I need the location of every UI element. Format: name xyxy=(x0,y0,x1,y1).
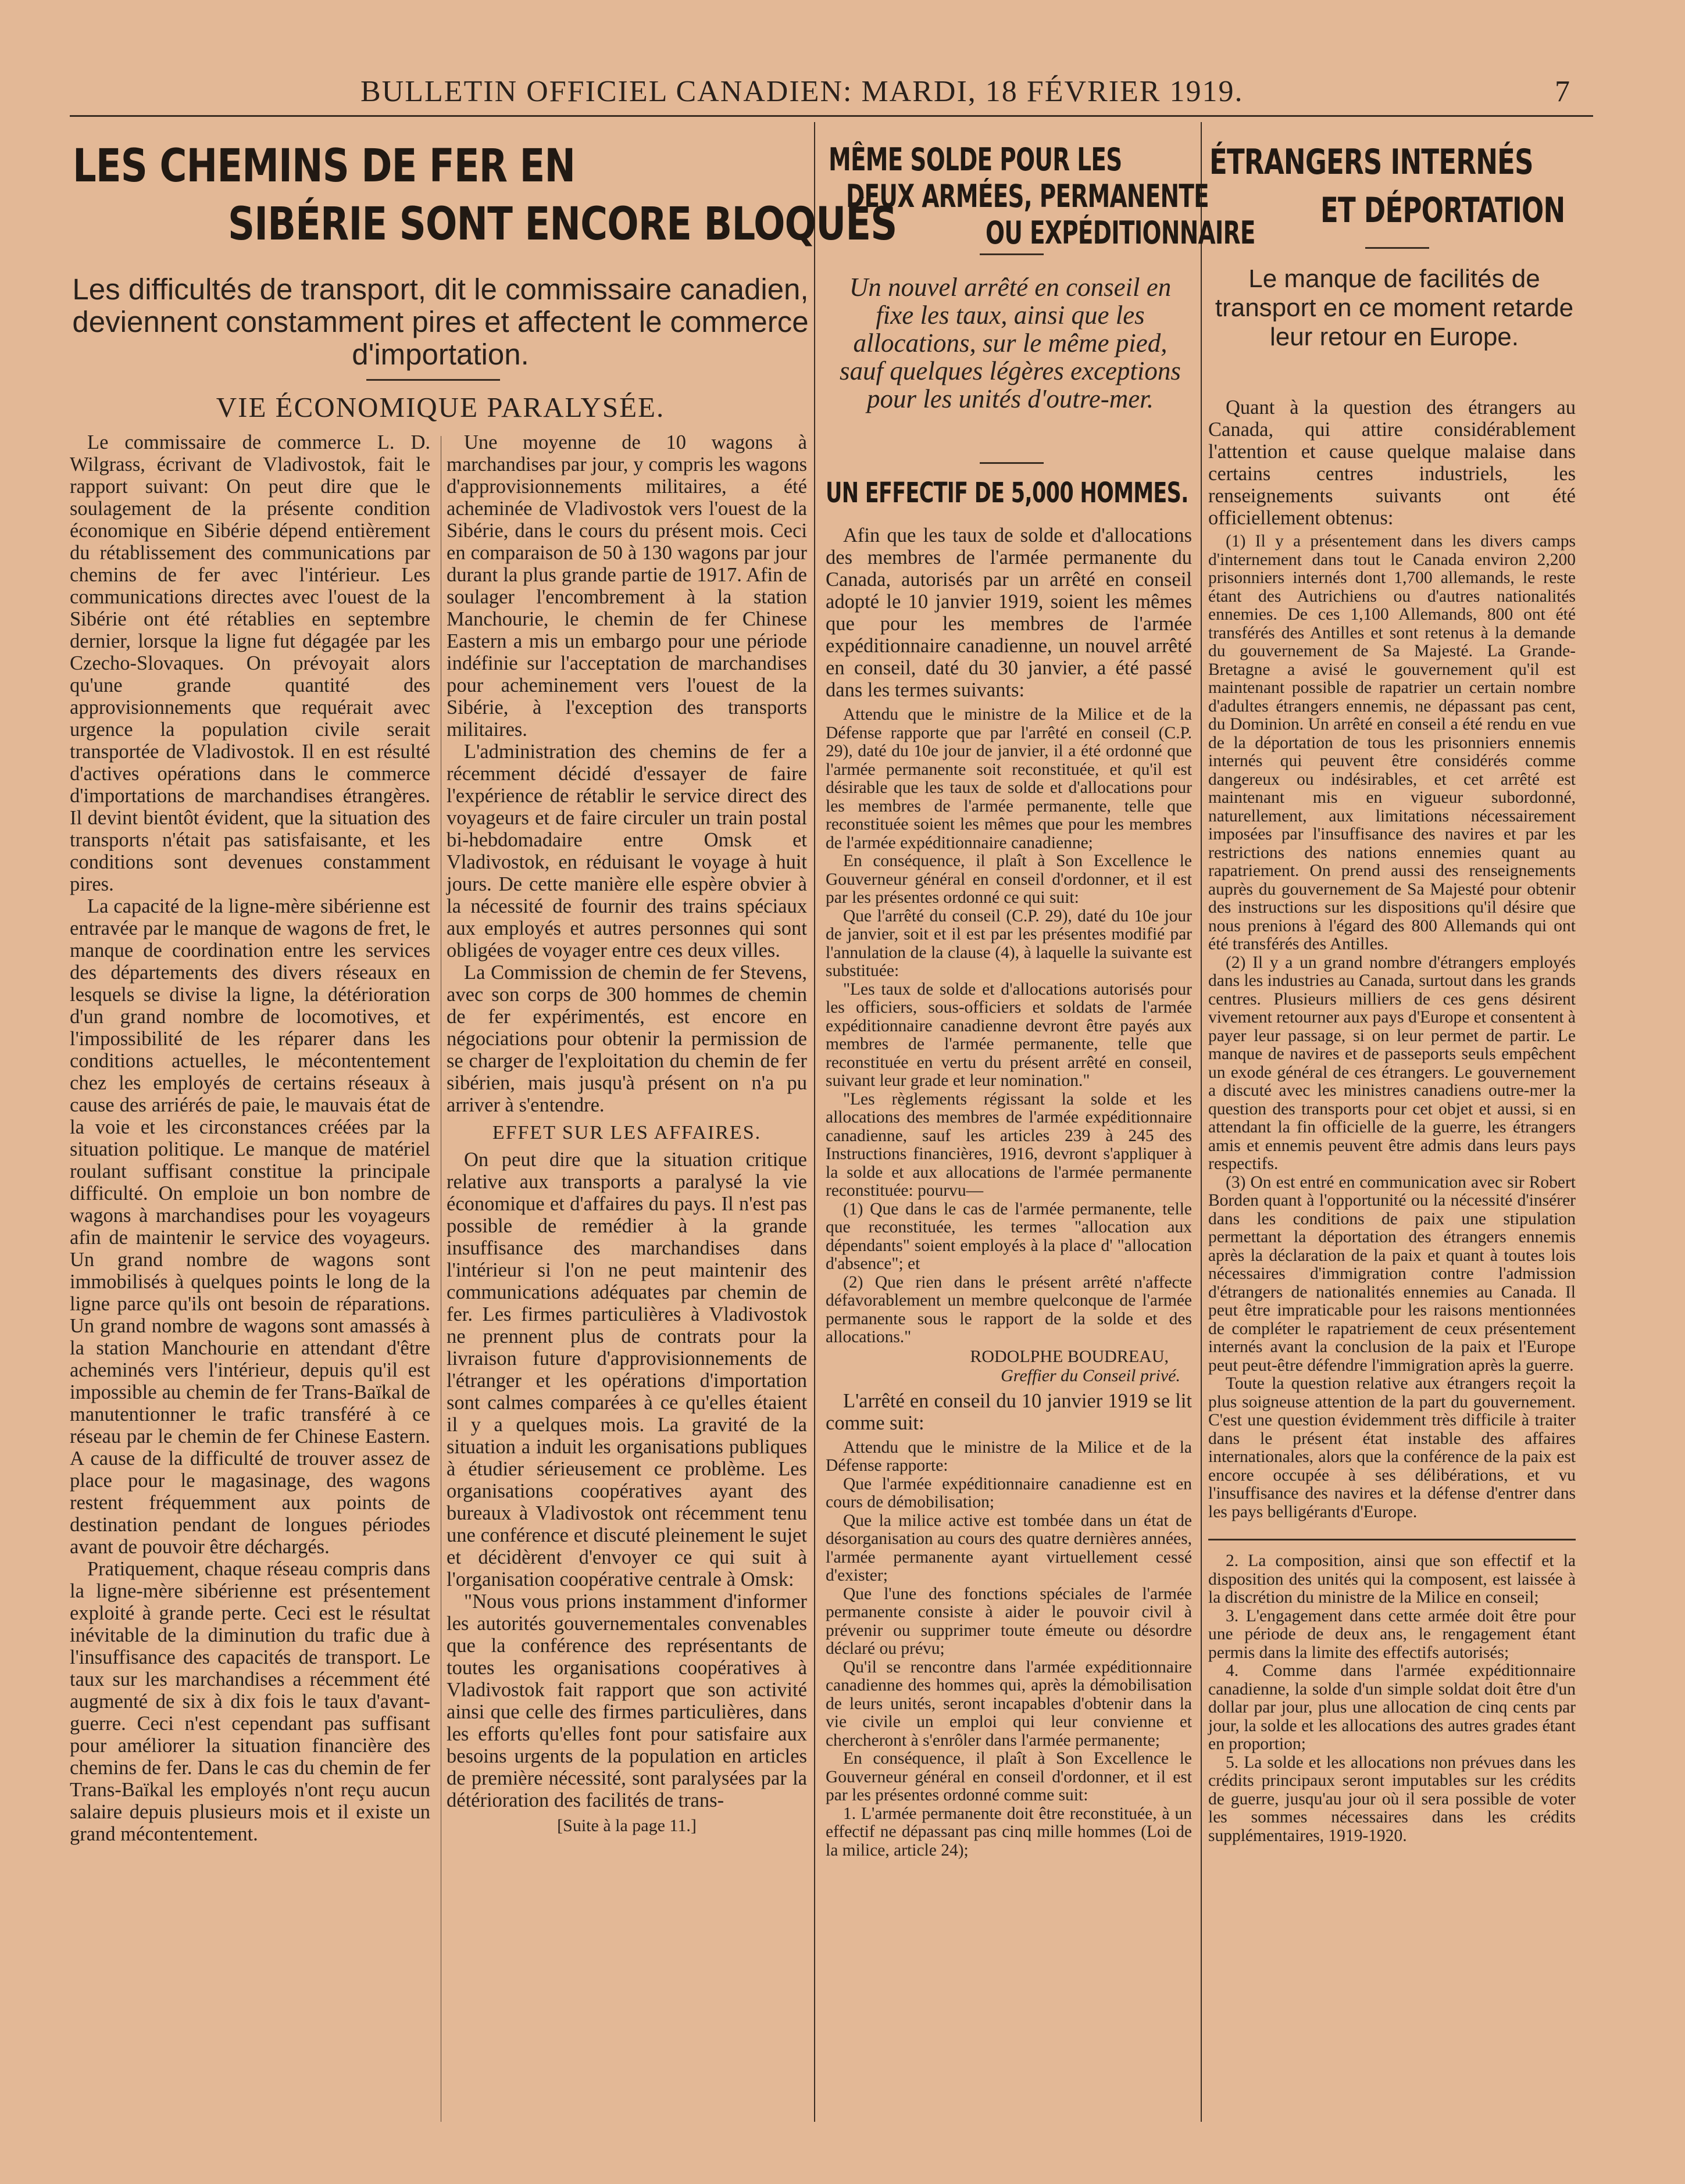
column-divider xyxy=(814,122,815,2122)
rule xyxy=(1365,247,1429,249)
order-text xyxy=(826,706,1192,1347)
paragraph: La Commission de chemin de fer Stevens, avec son corps de 300 hommes de chemin de fer expérimentés, est encore en négociations pour obtenir la permission de se charger de l'exploitation du chemin de fer sibérien, mais jusqu'à présent on n'a pu arriver à s'entendre. xyxy=(447,961,807,1116)
paragraph: (1) Que dans le cas de l'armée permanente, telle que reconstituée, les termes "allocation aux dépendants" soient employés à la place d' "allocation d'absence"; et xyxy=(826,1199,1192,1273)
order-text xyxy=(826,1439,1192,1860)
column-divider xyxy=(1201,122,1202,2122)
paragraph: 2. La composition, ainsi que son effectif et la disposition des unités qui la composent, est laissée à la discrétion du ministre de la Milice en conseil; xyxy=(1208,1552,1576,1607)
section-rule xyxy=(1208,1539,1576,1540)
paragraph: Quant à la question des étrangers au Canada, qui attire considérablement l'attention et cause quelque malaise dans certains centres industriels, les renseignements suivants ont été officiellement obtenus: xyxy=(1208,396,1576,529)
paragraph: Que la milice active est tombée dans un état de désorganisation au cours des quatre dernières années, l'armée permanente ayant virtuellement cessé d'exister; xyxy=(826,1511,1192,1585)
paragraph: En conséquence, il plaît à Son Excellence le Gouverneur général en conseil d'ordonner, et il est par les présentes ordonné comme suit: xyxy=(826,1749,1192,1804)
paragraph: Toute la question relative aux étrangers reçoit la plus soigneuse attention de la part du gouvernement. C'est une question évidemment très difficile à traiter dans le présent état instable des affaires internationales, alors que la conférence de la paix est encore occupée à ses délibérations, et vu l'insuffisance des navires et la défense d'entrer dans les pays belligérants d'Europe. xyxy=(1208,1374,1576,1521)
deck: Un nouvel arrêté en conseil en fixe les taux, ainsi que les allocations, sur le même pied, sauf quelques légères exceptions pour les unités d'outre-mer. xyxy=(840,273,1181,413)
headline: LES CHEMINS DE FER EN xyxy=(73,140,576,192)
report-text xyxy=(1208,532,1576,1521)
rule xyxy=(980,253,1044,255)
paragraph: Qu'il se rencontre dans l'armée expéditionnaire canadienne des hommes qui, après la démobilisation de leurs unités, seront incapables d'obtenir dans la vie civile un emploi qui leur convienne et chercheront à s'enrôler dans l'armée permanente; xyxy=(826,1657,1192,1750)
rule xyxy=(366,379,500,381)
headline: SIBÉRIE SONT ENCORE BLOQUÉS xyxy=(228,198,897,251)
paragraph: On peut dire que la situation critique relative aux transports a paralysé la vie économique et d'affaires du pays. Il n'est pas possible de remédier à la grande insuffisance des marchandises dans l'intérieur si l'on ne peut maintenir des communications adéquates par chemin de fer. Les firmes particulières à Vladivostok ne prennent plus de contrats pour la livraison future d'approvisionnements de l'étranger et les opérations d'importation sont calmes comparées à ce qu'elles étaient il y a quelques mois. La gravité de la situation a induit les organisations publiques à étudier sérieusement ce problème. Les organisations coopératives ayant des bureaux à Vladivostok ont récemment tenu une conférence et discuté pleinement le sujet et décidèrent d'envoyer ce qui suit à l'organisation coopérative centrale à Omsk: xyxy=(447,1149,807,1590)
paragraph: Afin que les taux de solde et d'allocations des membres de l'armée permanente du Canada, autorisés par un arrêté en conseil adopté le 10 janvier 1919, soient les mêmes que pour les membres de l'armée expéditionnaire canadienne, un nouvel arrêté en conseil, daté du 30 janvier, a été passé dans les termes suivants: xyxy=(826,524,1192,701)
paragraph: L'arrêté en conseil du 10 janvier 1919 se lit comme suit: xyxy=(826,1389,1192,1434)
paragraph: Le commissaire de commerce L. D. Wilgrass, écrivant de Vladivostok, fait le rapport suivant: On peut dire que le soulagement de la présente condition économique en Sibérie dépend entièrement du rétablissement des communications par chemins de fer avec l'intérieur. Les communications directes avec l'ouest de la Sibérie ont été rétablies en septembre dernier, lorsque la ligne fut dégagée par les Czecho-Slovaques. On prévoyait alors qu'une grande quantité des approvisionnements que requérait avec urgence la population civile serait transportée de Vladivostok. Il en est résulté d'actives opérations dans le commerce d'importations de marchandises étrangères. Il devint bientôt évident, que la situation des transports n'était pas satisfaisante, et les conditions sont devenues constamment pires. xyxy=(70,431,430,895)
paragraph: La capacité de la ligne-mère sibérienne est entravée par le manque de wagons de fret, le manque de coordination entre les services des départements des divers réseaux en lesquels se divise la ligne, la détérioration d'un grand nombre de locomotives, et l'impossibilité de les réparer dans les conditions actuelles, le mécontentement chez les employés de certains réseaux à cause des arriérés de paie, le mauvais état de la voie et les circonstances créées par la situation politique. Le manque de matériel roulant suffisant constitue la principale difficulté. On emploie un bon nombre de wagons à marchandises pour les voyageurs afin de maintenir le service des voyageurs. Un grand nombre de wagons sont immobilisés à quelques points le long de la ligne parce qu'ils ont besoin de réparations. Un grand nombre de wagons sont amassés à la station Manchourie en attendant d'être acheminés vers l'intérieur, depuis qu'il est impossible au chemin de fer Trans-Baïkal de manutentionner le trafic transféré à ce réseau par le chemin de fer Chinese Eastern. A cause de la difficulté de trouver assez de place pour le magasinage, des wagons restent fréquemment aux points de destination pendant de longues périodes avant de pouvoir être déchargés. xyxy=(70,895,430,1558)
paragraph: Attendu que le ministre de la Milice et de la Défense rapporte que par l'arrêté en conseil (C.P. 29), daté du 10e jour de janvier, il a été ordonné que l'armée permanente soit reconstituée, et qu'il est désirable que les taux de solde et d'allocations pour les membres de l'armée permanente, telle que reconstituée soient les mêmes que pour les membres de l'armée expéditionnaire canadienne; xyxy=(826,705,1192,852)
paragraph: (2) Que rien dans le présent arrêté n'affecte défavorablement un membre quelconque de l'armée permanente sous le rapport de la solde et des allocations." xyxy=(826,1272,1192,1346)
headline: ET DÉPORTATION xyxy=(1320,190,1565,231)
running-head xyxy=(70,74,1570,115)
paragraph: "Les taux de solde et d'allocations autorisés pour les officiers, sous-officiers et soldats de l'armée expéditionnaire canadienne devront être payés aux membres de l'armée permanente, telle que reconstituée en vertu du présent arrêté en conseil, suivant leur grade et leur nomination." xyxy=(826,980,1192,1090)
head-rule xyxy=(70,115,1593,117)
article-body xyxy=(826,524,1192,1860)
rule xyxy=(980,462,1044,464)
running-title: BULLETIN OFFICIEL CANADIEN: MARDI, 18 FÉVRIER 1919. xyxy=(360,75,1244,108)
subhead: UN EFFECTIF DE 5,000 HOMMES. xyxy=(826,477,1188,509)
paragraph: Que l'arrêté du conseil (C.P. 29), daté du 10e jour de janvier, soit et il est par les présentes modifié par l'annulation de la clause (4), à laquelle la suivante est substituée: xyxy=(826,906,1192,980)
paragraph: 5. La solde et les allocations non prévues dans les crédits principaux seront imputables sur les crédits de guerre, jusqu'au jour où il sera possible de voter les sommes nécessaires dans les crédits supplémentaires, 1919-1920. xyxy=(1208,1753,1576,1845)
paragraph: (1) Il y a présentement dans les divers camps d'internement dans tout le Canada environ 2,200 prisonniers internés dont 1,700 allemands, le reste étant des Autrichiens ou d'autres nationalités ennemies. De ces 1,100 Allemands, 800 ont été transférés des Antilles et sont retenus à la demande du gouvernement de Sa Majesté. La Grande-Bretagne a avisé le gouvernement qu'il est maintenant possible de rapatrier un certain nombre d'adultes étrangers ennemis, ne dépassant pas cent, du Dominion. Un arrêté en conseil a été rendu en vue de la déportation de tous les prisonniers ennemis internés qui peuvent être considérés comme dangereux ou indésirables, et cet arrêté est maintenant mis en vigueur subordonné, naturellement, aux limitations nécessairement imposées par l'insuffisance des navires et par les restrictions des nations ennemies quant au rapatriement. On prend aussi des renseignements auprès du gouvernement de Sa Majesté pour obtenir des instructions sur les dispositions qu'il désire que nous prenions à l'égard des 800 Allemands qui ont été transférés des Antilles. xyxy=(1208,532,1576,953)
paragraph: L'administration des chemins de fer a récemment décidé d'essayer de faire l'expérience de rétablir le service direct des voyageurs et de faire circuler un train postal bi-hebdomadaire entre Omsk et Vladivostok, en réduisant le voyage à huit jours. De cette manière elle espère obvier à la nécessité de fournir des trains spéciaux aux employés et autres personnes qui sont obligées de voyager entre ces deux villes. xyxy=(447,741,807,961)
column-text xyxy=(1208,396,1576,529)
subhead: EFFET SUR LES AFFAIRES. xyxy=(492,1122,762,1143)
column-text xyxy=(447,431,807,1837)
signature-name: RODOLPHE BOUDREAU, xyxy=(970,1346,1169,1366)
column-text xyxy=(826,1390,1192,1434)
headline: ÉTRANGERS INTERNÉS xyxy=(1209,142,1533,183)
paragraph: En conséquence, il plaît à Son Excellence le Gouverneur général en conseil d'ordonner, et il est par les présentes ordonné ce qui suit: xyxy=(826,852,1192,907)
paragraph: Pratiquement, chaque réseau compris dans la ligne-mère sibérienne est présentement exploité à grande perte. Ceci est le résultat inévitable de la diminution du trafic due à l'insuffisance des capacités de transport. Le taux sur les marchandises a récemment été augmenté de six à dix fois le taux d'avant-guerre. Ceci n'est cependant pas suffisant pour améliorer la situation financière des chemins de fer. Dans le cas du chemin de fer Trans-Baïkal les employés n'ont reçu aucun salaire depuis plusieurs mois et il existe un grand mécontentement. xyxy=(70,1558,430,1845)
article-body xyxy=(1208,396,1576,1845)
headline: MÊME SOLDE POUR LES xyxy=(829,141,1122,178)
continued-order-text xyxy=(1208,1552,1576,1845)
headline: DEUX ARMÉES, PERMANENTE xyxy=(846,178,1209,215)
page-number: 7 xyxy=(1555,75,1570,108)
paragraph: Attendu que le ministre de la Milice et de la Défense rapporte: xyxy=(826,1438,1192,1475)
paragraph: "Nous vous prions instamment d'informer les autorités gouvernementales convenables que la conférence des représentants de toutes les organisations coopératives à Vladivostok fait rapport que son activité ainsi que celle des firmes particulières, dans les efforts qu'elles font pour satisfaire aux besoins urgents de la population en articles de première nécessité, sont paralysées par la détérioration des facilités de trans- xyxy=(447,1590,807,1811)
paragraph: Que l'armée expéditionnaire canadienne est en cours de démobilisation; xyxy=(826,1474,1192,1511)
column-text xyxy=(826,524,1192,701)
paragraph: "Les règlements régissant la solde et les allocations des membres de l'armée expéditionnaire canadienne, sauf les articles 239 à 245 des Instructions financières, 1916, devront s'appliquer à la solde et aux allocations de l'armée permanente reconstituée: pourvu— xyxy=(826,1089,1192,1200)
paragraph: (2) Il y a un grand nombre d'étrangers employés dans les industries au Canada, surtout dans les grands centres. Plusieurs milliers de ces gens désirent vivement retourner aux pays d'Europe et consentent à payer leur passage, si on leur permet de partir. Le manque de navires et de passeports seuls empêchent un exode général de ces étrangers. Le gouvernement a discuté avec les ministres canadiens outre-mer la question des transports pour cet objet et aussi, si en attendant la fin officielle de la guerre, les étrangers amis et ennemis peuvent être admis dans leurs pays respectifs. xyxy=(1208,953,1576,1173)
deck: Les difficultés de transport, dit le commissaire canadien, deviennent constamment pires et affectent le commerce d'importation. xyxy=(72,273,809,371)
paragraph: 1. L'armée permanente doit être reconstituée, à un effectif ne dépassant pas cinq mille hommes (Loi de la milice, article 24); xyxy=(826,1804,1192,1860)
paragraph: (3) On est entré en communication avec sir Robert Borden quant à l'opportunité ou la nécessité d'insérer dans les conditions de paix une stipulation permettant la déportation des étrangers ennemis après la déclaration de la paix et quant à toutes lois nécessaires d'immigration contre l'admission d'étrangers de nationalités ennemies au Canada. Il peut être impraticable pour les raisons mentionnées de compléter le rapatriement de ceux présentement internés avant la conclusion de la paix et l'Europe peut peut-être défendre l'immigration après la guerre. xyxy=(1208,1173,1576,1375)
headline: OU EXPÉDITIONNAIRE xyxy=(986,215,1255,251)
paragraph: 3. L'engagement dans cette armée doit être pour une période de deux ans, le rengagement étant permis dans la limite des effectifs autorisés; xyxy=(1208,1606,1576,1662)
signature-title: Greffier du Conseil privé. xyxy=(1001,1366,1180,1385)
deck: Le manque de facilités de transport en ce moment retarde leur retour en Europe. xyxy=(1215,264,1574,351)
paragraph: Que l'une des fonctions spéciales de l'armée permanente consiste à aider le pouvoir civil à prévenir ou supprimer toute émeute ou désordre déclaré ou prévu; xyxy=(826,1584,1192,1658)
paragraph: 4. Comme dans l'armée expéditionnaire canadienne, la solde d'un simple soldat doit être d'un dollar par jour, plus une allocation de cinq cents par jour, la solde et les allocations des autres grades étant en proportion; xyxy=(1208,1661,1576,1753)
subhead: VIE ÉCONOMIQUE PARALYSÉE. xyxy=(216,391,665,423)
paragraph: Une moyenne de 10 wagons à marchandises par jour, y compris les wagons d'approvisionnements militaires, a été acheminée de Vladivostok vers l'ouest de la Sibérie, dans le cours du présent mois. Ceci en comparaison de 50 à 130 wagons par jour durant la plus grande partie de 1917. Afin de soulager l'encombrement à la station Manchourie, le chemin de fer Chinese Eastern a mis un embargo pour une période indéfinie sur l'acceptation de marchandises pour acheminement vers l'ouest de la Sibérie, à l'exception des transports militaires. xyxy=(447,431,807,741)
column-text xyxy=(70,431,430,1845)
continued-notice: [Suite à la page 11.] xyxy=(557,1816,697,1835)
